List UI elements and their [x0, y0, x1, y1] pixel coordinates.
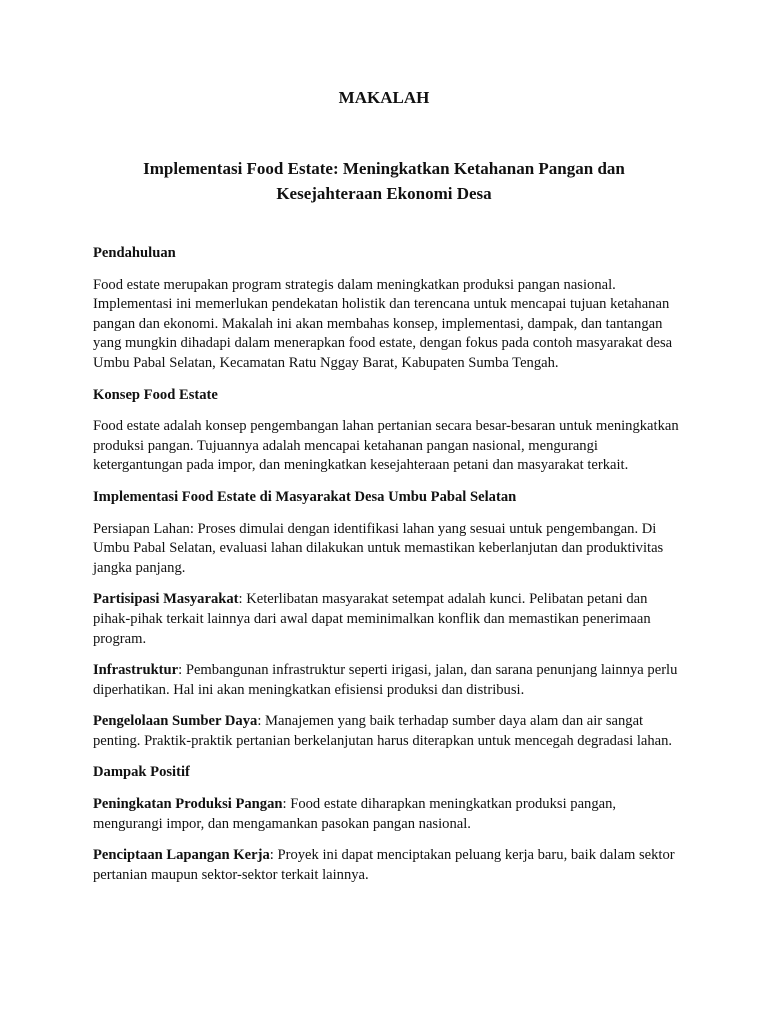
term-pengelolaan: Pengelolaan Sumber Daya [93, 713, 258, 730]
paragraph-partisipasi [93, 590, 683, 649]
heading-konsep: Konsep Food Estate [93, 386, 218, 403]
paragraph-pengelolaan [93, 712, 683, 751]
paragraph-peningkatan-produksi [93, 795, 683, 834]
document-title: MAKALAH [338, 88, 430, 107]
term-partisipasi: Partisipasi Masyarakat [93, 591, 239, 608]
paragraph-pendahuluan: Food estate merupakan program strategis dalam meningkatkan produksi pangan nasional. Implementasi ini memerlukan pendekatan holistik dan terencana untuk mencapai tujuan ketahanan pangan dan ekonomi. Makalah ini akan membahas konsep, implementasi, dampak, dan tantangan yang mungkin dihadapi dalam menerapkan food estate, dengan fokus pada contoh masyarakat desa Umbu Pabal Selatan, Kecamatan Ratu Nggay Barat, Kabupaten Sumba Tengah. [93, 276, 673, 371]
text-pengelolaan: : Manajemen yang baik terhadap sumber daya alam dan air sangat penting. Praktik-praktik pertanian berkelanjutan harus diterapkan untuk mencegah degradasi lahan. [93, 713, 673, 749]
paragraph-infrastruktur [93, 661, 683, 700]
text-infrastruktur: : Pembangunan infrastruktur seperti irigasi, jalan, dan sarana penunjang lainnya perlu diperhatikan. Hal ini akan meningkatkan efisiensi produksi dan distribusi. [93, 662, 678, 698]
paragraph-konsep: Food estate adalah konsep pengembangan lahan pertanian secara besar-besaran untuk meningkatkan produksi pangan. Tujuannya adalah mencapai ketahanan pangan nasional, mengurangi ketergantungan pada impor, dan meningkatkan kesejahteraan petani dan masyarakat terkait. [93, 418, 679, 474]
heading-dampak-positif: Dampak Positif [93, 764, 190, 781]
term-infrastruktur: Infrastruktur [93, 662, 179, 679]
paragraph-lapangan-kerja [93, 846, 683, 885]
paragraph-persiapan-lahan: Persiapan Lahan: Proses dimulai dengan identifikasi lahan yang sesuai untuk pengembangan. Di Umbu Pabal Selatan, evaluasi lahan dilakukan untuk memastikan keberlanjutan dan produktivitas jangka panjang. [93, 520, 664, 576]
document-subtitle: Implementasi Food Estate: Meningkatkan Ketahanan Pangan dan Kesejahteraan Ekonomi Desa [143, 159, 625, 203]
text-lapangan-kerja: : Proyek ini dapat menciptakan peluang kerja baru, baik dalam sektor pertanian maupun sektor-sektor terkait lainnya. [93, 847, 675, 883]
term-peningkatan-produksi: Peningkatan Produksi Pangan [93, 796, 283, 813]
document-body [93, 244, 683, 897]
text-partisipasi: : Keterlibatan masyarakat setempat adalah kunci. Pelibatan petani dan pihak-pihak terkait lainnya dari awal dapat meminimalkan konflik dan memastikan penerimaan program. [93, 591, 651, 647]
text-peningkatan-produksi: : Food estate diharapkan meningkatkan produksi pangan, mengurangi impor, dan mengamankan pasokan pangan nasional. [93, 796, 617, 832]
heading-pendahuluan: Pendahuluan [93, 245, 176, 261]
term-lapangan-kerja: Penciptaan Lapangan Kerja [93, 847, 270, 864]
heading-implementasi: Implementasi Food Estate di Masyarakat Desa Umbu Pabal Selatan [93, 488, 517, 505]
